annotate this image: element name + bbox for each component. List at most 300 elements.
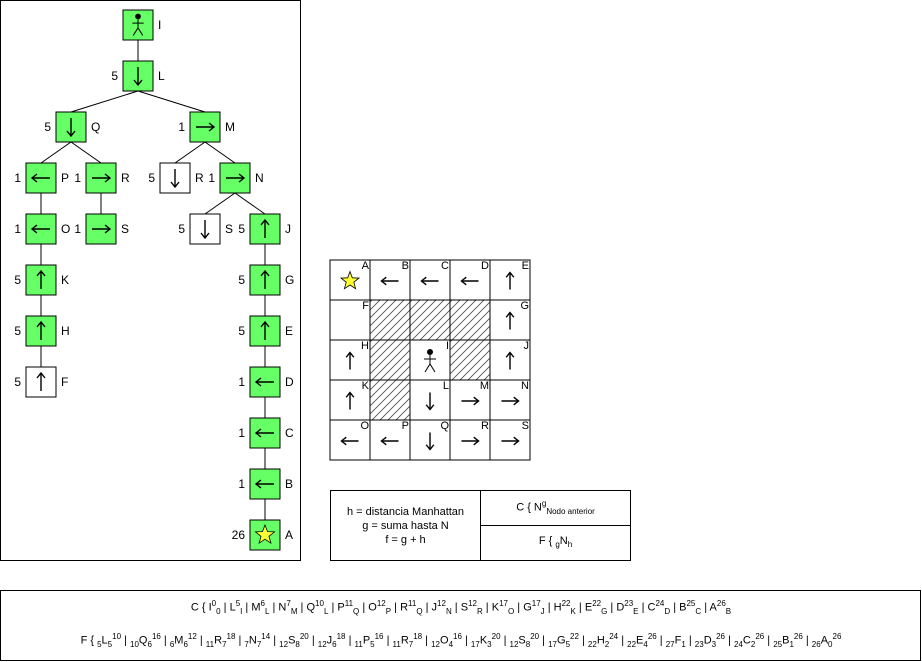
tree-node-s [178,214,233,244]
closed-item-parent: B [725,606,732,616]
open-item-g: 22 [587,639,597,649]
tree-node-cost: 5 [238,273,245,287]
tree-node-label: M [225,120,235,134]
tree-node-label: I [158,18,162,32]
grid-cell-letter: A [361,260,369,272]
grid-cell-k [330,380,370,420]
closed-item-parent: Q [416,606,423,616]
closed-item-node: A [709,601,717,614]
closed-item-node: P [337,601,345,614]
open-item-node: O [440,634,449,647]
closed-item-node: C [647,601,656,614]
open-item-f: 26 [716,632,726,641]
tree-edge [235,193,265,214]
closed-item-node: N [278,601,287,614]
open-item-g: 17 [470,639,480,649]
closed-item-g: 17 [499,599,508,608]
closed-item-parent: N [445,606,452,616]
open-item-g: 22 [627,639,637,649]
closed-item-node: L [229,601,236,614]
closed-item-parent: L [323,606,329,616]
tree-node-label: K [61,273,70,287]
closed-item-g: 5 [235,599,241,608]
closed-item-parent: J [540,606,545,616]
legend-closed [481,491,630,525]
tree-node-label: J [285,222,291,236]
open-item-f: 10 [112,632,122,641]
open-item-node: R [400,634,409,647]
open-list-separator: | [383,634,393,647]
open-item-node: S [518,634,526,647]
open-item-f: 18 [226,632,236,641]
grid-cell-box [410,300,450,340]
open-item-node: Q [138,634,148,647]
closed-list-separator: | [359,601,369,614]
open-item-h: 0 [828,639,833,649]
open-list-separator: | [500,634,510,647]
closed-list-separator: | [391,601,401,614]
open-item-node: B [782,634,790,647]
closed-list-separator: | [297,601,307,614]
grid-cell-wall [370,380,410,420]
grid-cell-letter: G [520,300,529,312]
open-item-f: 16 [374,632,384,641]
closed-item-parent: C [695,606,702,616]
closed-item-node: Q [306,601,316,614]
open-item-f: 18 [336,632,346,641]
closed-item-g: 12 [468,599,477,608]
closed-item-node: K [491,601,500,614]
tree-node-r [148,163,204,193]
grid-cell-letter: R [481,420,489,432]
tree-node-j [238,214,291,244]
open-item-h: 1 [789,639,794,649]
grid-cell-letter: M [479,380,489,392]
grid-cell-q [410,420,450,460]
open-list-separator: | [345,634,355,647]
closed-item-g: 10 [315,599,324,608]
open-item-node: R [214,634,223,647]
grid-cell-letter: D [481,260,489,272]
tree-node-l [111,61,165,91]
tree-node-cost: 1 [178,120,185,134]
tree-node-cost: 5 [238,222,245,236]
open-item-node: M [174,634,184,647]
tree-node-label: A [285,528,294,542]
tree-node-e [238,316,293,346]
open-item-f: 22 [570,632,579,641]
grid-cell-o [330,420,370,460]
tree-node-cost: 5 [238,324,245,338]
tree-node-cost: 5 [14,273,21,287]
grid-cell-wall [370,340,410,380]
tree-node-k [14,265,69,295]
open-list-separator: | [235,634,245,647]
tree-node-label: E [285,324,294,338]
tree-edge [138,91,205,112]
grid-cell-letter: O [360,420,369,432]
open-item-node: K [479,634,488,647]
closed-item-parent: M [290,606,298,616]
tree-edge [205,142,235,163]
tree-edge [41,142,71,163]
grid-cell-c [410,260,450,300]
tree-node-h [14,316,69,346]
legend-open-sub-h: h [567,540,573,550]
tree-node-s [74,214,129,244]
tree-edge [175,142,205,163]
closed-item-node: S [460,601,469,614]
open-item-h: 8 [525,639,531,649]
tree-node-f [14,367,68,397]
closed-item-parent: O [507,606,515,616]
open-list-separator: | [270,634,280,647]
tree-node-label: D [285,375,294,389]
open-list [0,632,922,649]
tree-node-p [14,163,69,193]
tree-node-d [238,367,294,397]
open-item-g: 12 [509,639,519,649]
tree-node-c [238,418,294,448]
open-item-g: 27 [665,639,675,649]
closed-item-parent: 0 [216,606,221,616]
closed-item-g: 7 [286,599,291,608]
tree-node-o [14,214,70,244]
open-item-f: 12 [187,632,197,641]
closed-list-separator: | [670,601,680,614]
open-item-f: 20 [530,632,540,641]
closed-item-g: 22 [592,599,602,608]
open-list-separator: | [764,634,774,647]
closed-list-separator: | [544,601,554,614]
closed-item-parent: K [570,606,576,616]
grid-cell-letter: F [362,300,369,312]
tree-node-label: R [121,171,130,185]
closed-item-node: J [431,601,438,614]
open-item-g: 12 [317,639,327,649]
closed-item-g: 23 [624,599,634,608]
open-item-g: 11 [392,639,401,649]
grid-cell-l [410,380,450,420]
open-item-f: 26 [755,632,765,641]
tree-node-cost: 1 [208,171,215,185]
grid-cell-letter: N [521,380,529,392]
open-item-f: 26 [647,632,657,641]
tree-node-label: C [285,426,294,440]
closed-list-separator: | [269,601,279,614]
closed-item-parent: Q [353,606,360,616]
legend-open [481,526,630,560]
tree-node-g [238,265,294,295]
open-list-separator: | [308,634,318,647]
open-item-node: A [820,634,829,647]
grid-cell-letter: L [442,380,449,392]
grid-cell-m [450,380,490,420]
closed-item-g: 22 [561,599,571,608]
open-list-separator: | [656,634,666,647]
tree-node-b [238,469,293,499]
grid-cell-wall [450,300,490,340]
grid-cell-letter: C [441,260,449,272]
grid-cell-g [490,300,530,340]
tree-node-label: F [61,375,69,389]
grid-cell-e [490,260,530,300]
tree-node-cost: 1 [14,222,21,236]
open-item-g: 7 [244,639,249,649]
legend-closed-sub: Nodo anterior [546,506,595,516]
open-item-h: 7 [256,639,262,649]
tree-node-label: L [158,69,165,83]
closed-item-parent: P [385,606,392,616]
tree-node-label: O [61,222,71,236]
grid-cell-r [450,420,490,460]
tree-node-r [74,163,130,193]
open-item-h: 8 [295,639,300,649]
tree-node-label: R [195,171,204,185]
closed-item-g: 0 [211,599,217,608]
open-item-h: 6 [147,639,152,649]
legend-open-n: N [559,534,568,547]
tree-node-label: B [285,477,294,491]
grid-cell-letter: J [523,340,529,352]
open-item-h: 2 [750,639,756,649]
open-list-separator: | [196,634,206,647]
grid-cell-box [370,300,410,340]
closed-item-g: 11 [344,599,354,608]
closed-item-node: R [400,601,409,614]
open-item-f: 16 [151,632,161,641]
grid-cell-wall [370,300,410,340]
legend-f: f = g + h [385,533,426,546]
closed-item-node: G [523,601,532,614]
grid-cell-box [370,340,410,380]
closed-list-separator: | [607,601,617,614]
legend-closed-prefix: C { N [516,501,542,514]
open-item-node: C [742,634,751,647]
open-item-node: E [636,634,644,647]
tree-node-label: H [61,324,70,338]
tree-node-label: N [255,171,264,185]
tree-nodes [14,10,294,550]
open-item-h: 1 [681,639,686,649]
grid-cell-n [490,380,530,420]
open-item-g: 25 [773,639,783,649]
legend-open-sub-g: g [555,540,560,550]
tree-node-cost: 1 [74,222,81,236]
open-item-g: 5 [97,639,102,649]
legend-g: g = suma hasta N [362,519,449,532]
open-item-f: 26 [793,632,803,641]
closed-item-parent: D [664,606,671,616]
tree-node-cost: 26 [231,528,245,542]
open-item-h: 6 [183,639,188,649]
open-item-node: F [674,634,682,647]
tree-node-cost: 5 [178,222,185,236]
closed-item-parent: I [240,606,243,616]
open-item-h: 3 [487,639,492,649]
closed-list-separator: | [638,601,648,614]
open-item-h: 7 [408,639,414,649]
closed-item-node: M [251,601,261,614]
open-list-separator: | [578,634,588,647]
open-list-separator: | [685,634,695,647]
open-item-node: N [248,634,257,647]
open-list-separator: | [725,634,734,647]
open-list-separator: | [539,634,549,647]
tree-node-cost: 1 [238,477,245,491]
open-item-h: 5 [107,639,113,649]
open-item-node: L [101,634,108,647]
open-item-node: G [557,634,566,647]
closed-list-separator: | [451,601,461,614]
tree-edge [71,142,101,163]
closed-item-parent: L [264,606,270,616]
open-item-node: H [596,634,605,647]
closed-item-node: D [616,601,625,614]
open-item-f: 18 [413,632,423,641]
tree-node-cost: 1 [74,171,81,185]
closed-item-g: 26 [716,599,726,608]
closed-list-separator: | [220,601,230,614]
open-item-g: 17 [548,639,558,649]
legend-closed-sup: g [541,499,547,509]
open-list-separator: | [802,634,812,647]
closed-item-node: O [368,601,377,614]
open-item-h: 5 [370,639,375,649]
open-item-node: P [362,634,371,647]
closed-item-g: 11 [408,599,417,608]
tree-node-cost: 5 [148,171,155,185]
open-list-separator: | [618,634,628,647]
open-item-g: 10 [130,639,139,649]
closed-item-g: 6 [260,599,265,608]
open-item-g: 23 [694,639,704,649]
grid-cell-letter: H [361,340,369,352]
open-item-h: 6 [332,639,337,649]
closed-list-separator: | [514,601,524,614]
open-item-g: 6 [169,639,175,649]
tree-node-m [178,112,235,142]
open-item-f: 20 [491,632,501,641]
open-list-prefix: F { [80,634,98,647]
closed-item-g: 17 [531,599,541,608]
grid-cell-letter: K [361,380,369,392]
legend-open-prefix: F { [538,534,556,547]
tree-node-cost: 1 [14,171,21,185]
open-item-g: 11 [354,639,363,649]
open-item-h: 4 [448,639,454,649]
open-item-f: 20 [299,632,309,641]
grid-cell-box [450,300,490,340]
tree-edge [205,193,235,214]
open-item-h: 2 [604,639,610,649]
tree-node-label: S [225,222,234,236]
grid-cell-wall [450,340,490,380]
closed-item-g: 12 [376,599,386,608]
grid-cell-d [450,260,490,300]
grid-cell-b [370,260,410,300]
tree-node-label: P [61,171,70,185]
closed-list-prefix: C { [190,601,209,614]
open-list-separator: | [160,634,170,647]
open-list-separator: | [121,634,131,647]
tree-node-cost: 5 [111,69,118,83]
tree-node-cost: 1 [238,426,245,440]
grid-cell-j [490,340,530,380]
tree-node-cost: 5 [14,324,21,338]
open-item-g: 12 [279,639,289,649]
tree-node-a [232,520,293,550]
tree-node-label: G [285,273,295,287]
closed-list-separator: | [328,601,338,614]
open-item-g: 11 [205,639,215,649]
grid-cell-letter: B [401,260,409,272]
grid-cell-i [410,340,450,380]
closed-list-separator: | [575,601,585,614]
grid-cell-wall [410,300,450,340]
closed-item-parent: G [601,606,608,616]
closed-list-separator: | [242,601,252,614]
open-item-g: 12 [431,639,441,649]
legend-formulas [331,491,480,560]
grid-cell-p [370,420,410,460]
open-item-h: 3 [711,639,717,649]
open-item-g: 26 [811,639,821,649]
grid-cell-f [330,300,370,340]
grid-cell-letter: S [521,420,529,432]
grid-cell-box [450,340,490,380]
open-item-f: 24 [609,632,619,641]
grid-cell-a [330,260,370,300]
open-item-f: 14 [261,632,271,641]
open-item-f: 26 [832,632,842,641]
grid-cell-box [370,380,410,420]
closed-list-separator: | [422,601,432,614]
grid-cell-h [330,340,370,380]
tree-node-cost: 5 [44,120,51,134]
legend-h: h = distancia Manhattan [346,505,465,518]
closed-item-node: I [208,601,212,614]
closed-item-g: 12 [437,599,446,608]
closed-list-separator: | [701,601,710,614]
tree-node-n [208,163,263,193]
open-item-h: 4 [643,639,648,649]
tree-node-cost: 5 [14,375,21,389]
open-item-h: 5 [565,639,571,649]
closed-item-g: 25 [686,599,696,608]
open-list-separator: | [461,634,471,647]
closed-item-parent: E [633,606,639,616]
closed-item-g: 24 [655,599,665,608]
closed-list [0,599,922,616]
open-item-h: 7 [222,639,227,649]
open-item-f: 16 [453,632,462,641]
open-item-node: J [326,634,333,647]
closed-list-separator: | [482,601,492,614]
tree-edge [71,91,138,112]
closed-item-parent: R [476,606,483,616]
open-item-node: S [288,634,296,647]
closed-item-node: B [679,601,687,614]
closed-item-node: E [584,601,593,614]
grid-cell-letter: Q [440,420,449,432]
open-item-node: D [703,634,712,647]
map-grid [330,260,530,460]
tree-node-label: S [121,222,130,236]
tree-node-label: Q [91,120,101,134]
open-item-g: 24 [734,639,743,649]
tree-node-cost: 1 [238,375,245,389]
